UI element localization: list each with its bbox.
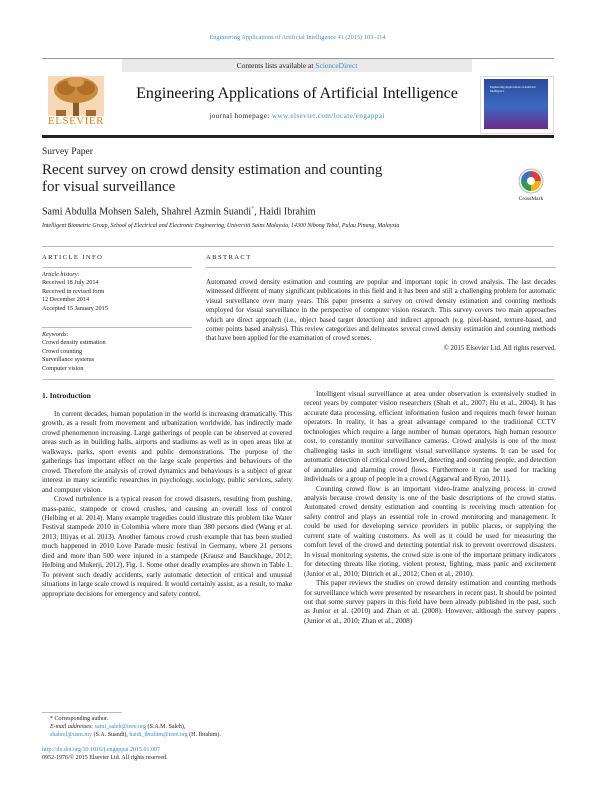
keyword-item: Crowd density estimation (42, 339, 106, 347)
paragraph: Intelligent visual surveillance at area under observation is extensively studied in recent years by computer vision researchers (Shah et al., 2007; Hu et al., 2004). It has accurate data processing, efficient information fusion and requires much fewer human operators. In reality, it has a great advantage compared to the traditional CCTV technologies which require a large number of human operators, high human resource cost, to constantly monitor surveillance cameras. Crowd analysis is one of the most challenging tasks in such intelligent visual surveillance systems. It can be used for automatic detection of critical crowd level, detecting and counting people, and detection of anomalies and alarming crowd flows. Furthermore it can be used for tracking individuals or a group of people in a crowd (Aggarwal and Ryoo, 2011). (304, 390, 557, 484)
keyword-item: Computer vision (42, 364, 84, 372)
publication-info (42, 747, 302, 763)
footnote-email-label: E-mail addresses: (50, 723, 95, 730)
keyword-item: Crowd counting (42, 347, 83, 355)
authors-main: Sami Abdulla Mohsen Saleh, Shahrel Azmin Suandi (42, 206, 252, 218)
doi-link[interactable]: http://dx.doi.org/10.1016/j.engappai.2015.01.007 (42, 747, 161, 753)
history-accepted: Accepted 15 January 2015 (42, 304, 108, 312)
divider-bottom (42, 379, 554, 380)
footnote-corresponding: * Corresponding author. (50, 716, 109, 722)
paragraph: This paper reviews the studies on crowd density estimation and counting methods for surveillance which were presented by researchers in recent past. It should be pointed out that some survey papers in this field have been already published in the past, such as Junior et al. (2010) and Zhan et al. (2008). However, although the survey papers (Junior et al., 2010; Zhan et al., 2008) (304, 579, 556, 625)
journal-homepage (122, 112, 472, 120)
homepage-prefix: journal homepage: (209, 112, 272, 120)
journal-title: Engineering Applications of Artificial Intelligence (136, 85, 458, 102)
crossmark-label: CrossMark (518, 196, 544, 202)
paragraph: Crowd turbulence is a typical reason for crowd disasters, resulting from pushing, mass-panic, stampede or crowd crushes, and causing an overall loss of control (Helbing et al. 2014). Many example tragedies could illustrate this problem like Water Festival stampede 2010 in Colombia where more than 380 persons died (Wang et al. 2013; Illiyas et al. 2013). Another famous crowd crush example that has been studied much happened in 2010 Love Parade music festival in Germany, where 21 persons died and more than 500 were injured in a stampede (Krausz and Bauckhage, 2012; Helbing and Mukerji, 2012), Fig. 1. Some other deadly examples are shown in Table 1. To prevent such deadly accidents, early automatic detection of critical and unusual situations in large scale crowd is required. It would certainly assist, as a result, to make appropriate decisions for emergency and safety control. (42, 495, 292, 598)
crossmark-badge[interactable] (506, 168, 556, 202)
keywords-label: Keywords: (42, 331, 69, 338)
right-column (304, 390, 556, 626)
history-revised-date: 12 December 2014 (42, 296, 90, 304)
contents-bar (122, 59, 472, 72)
homepage-link[interactable]: www.elsevier.com/locate/engappai (271, 112, 385, 120)
journal-cover-image (480, 76, 554, 134)
paragraph: Counting crowd flow is an important video-frame analyzing process in crowd analysis because crowd density is one of the basic descriptions of the crowd status. Automated crowd density estimation and counting is receiving much attention for safety control and plays an essential role in crowd monitoring and management. It could be used for developing service providers in public places, or supplying the current state of waiting customers. As well as it could be used for measuring the comfort level of the crowd and detecting potential risk to prevent overcrowd disasters. In visual monitoring systems, the crowd size is one of the important primary indicators for detecting threats like rioting, violent protest, fighting, mass panic and excitement (Junior et al., 2010; Dittrich et al., 2012; Chen et al., 2010). (304, 484, 556, 578)
abstract (206, 278, 556, 353)
abstract-heading: ABSTRACT (206, 254, 252, 261)
email-link[interactable]: haidi_ibrahim@ieee.org (129, 731, 188, 738)
divider-top (42, 246, 554, 247)
sciencedirect-link[interactable]: ScienceDirect (315, 61, 358, 70)
history-label: Article history: (42, 271, 80, 278)
abstract-text: Automated crowd density estimation and counting are popular and important topic in crowd analysis. The last decades witnessed different of many significant publications in this field and it has been and still a challenging problem for automatic visual surveillance over many years. This paper presents a survey on crowd density estimation and counting methods employed for visual surveillance in the perspective of computer vision research. This survey covers two main approaches which are direct approach (i.e., object based target detection) and indirect approach (e.g. pixel-based, texture-based, and corner points based analysis). This review categorizes and delineates several crowd density estimation and counting methods that have been applied for the examination of crowd scenes. (206, 279, 556, 343)
journal-reference[interactable]: Engineering Applications of Artificial Intelligence 41 (2015) 103–114 (209, 34, 386, 41)
email-owner: (S.A.M. Saleh), (146, 723, 186, 730)
divider-keywords (42, 327, 192, 328)
crossmark-icon (518, 168, 544, 194)
history-received: Received 18 July 2014 (42, 279, 99, 287)
author-list (42, 206, 316, 217)
publisher-name: ELSEVIER (48, 115, 104, 127)
divider-abstract (206, 267, 556, 268)
title-line-2: for visual surveillance (42, 179, 176, 195)
paragraph: In current decades, human population in the world is increasing dramatically. This growth, as a result from movement and urbanization worldwide, has indirectly made crowd phenomenon increasing. Large gatherings of people can be observed at covered areas such as in building halls, airports and stadiums as well as in open areas like at walkways, parks, sport events and public demonstrations. The purpose of the gatherings has important effect on the large scale properties and behaviours of the crowd. Therefore the analysis of crowd dynamics and behaviours is a subject of great interest in many scientific researches in psychology, sociology, public services, safety and computer vision. (42, 410, 292, 494)
keywords (42, 331, 192, 373)
authors-last: , Haidi Ibrahim (254, 206, 316, 218)
section-heading-introduction: 1. Introduction (42, 391, 91, 400)
history-revised: Received in revised form (42, 287, 105, 295)
email-link[interactable]: sami_saleh@ieee.org (94, 723, 147, 730)
article-title (42, 162, 442, 196)
contents-prefix: Contents lists available at (236, 61, 316, 70)
abstract-copyright: © 2015 Elsevier Ltd. All rights reserved. (443, 344, 556, 352)
left-column (42, 410, 292, 599)
affiliation: Intelligent Biometric Group, School of Electrical and Electronic Engineering, Universiti Sains Malaysia, 14300 Nibong Tebal, Pulau Pinang, Malaysia (42, 223, 400, 229)
article-type: Survey Paper (42, 147, 93, 157)
email-link[interactable]: shahrel@usm.my (50, 731, 93, 738)
issn-line: 0952-1976/© 2015 Elsevier Ltd. All rights reserved. (42, 754, 168, 761)
cover-title: Engineering Applications of Artificial Intelligence (490, 85, 536, 93)
footnote (50, 716, 290, 739)
email-owner: (S.A. Suandi), (92, 731, 130, 738)
article-history (42, 271, 192, 313)
title-line-1: Recent survey on crowd density estimation and counting (42, 162, 383, 178)
article-info-heading: ARTICLE INFO (42, 254, 104, 261)
corresponding-author-mark[interactable]: * (251, 206, 255, 212)
footnote-rule (42, 712, 122, 713)
divider-article-info (42, 267, 192, 268)
keyword-item: Surveillance systems (42, 356, 95, 364)
email-owner: (H. Ibrahim). (187, 731, 221, 738)
